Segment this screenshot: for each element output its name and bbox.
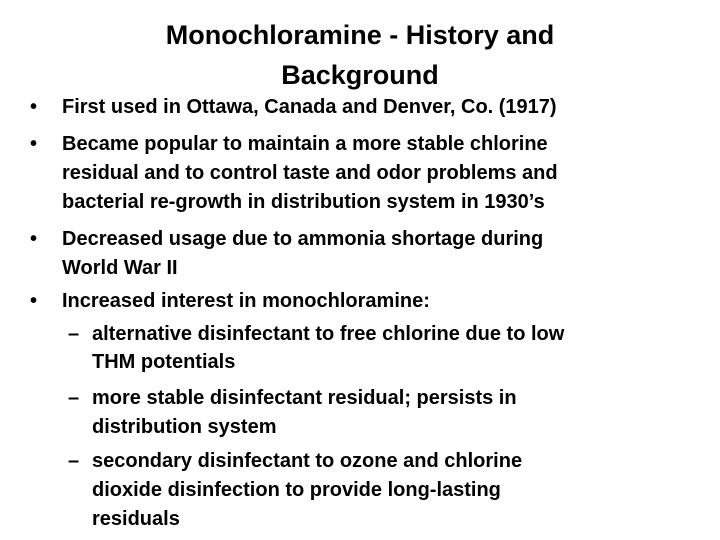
sub-bullet-marker: – [68,323,80,345]
sub-bullet-3-line-3: residuals [92,508,180,530]
sub-bullet-3-line-2: dioxide disinfection to provide long-lasting [92,479,501,501]
sub-bullet-1-line-2: THM potentials [92,351,236,373]
sub-bullet-marker: – [68,387,80,409]
bullet-marker: • [30,96,38,118]
bullet-1-line-1: First used in Ottawa, Canada and Denver, Co. (1917) [62,96,557,118]
bullet-2-line-3: bacterial re-growth in distribution system in 1930’s [62,191,545,213]
slide-title-line-1: Monochloramine - History and [165,20,555,50]
sub-bullet-marker: – [68,450,80,472]
bullet-marker: • [30,290,38,312]
bullet-4-line-1: Increased interest in monochloramine: [62,290,430,312]
sub-bullet-1-line-1: alternative disinfectant to free chlorine due to low [92,323,565,345]
sub-bullet-2-line-1: more stable disinfectant residual; persists in [92,387,517,409]
slide-title-line-2: Background [281,60,439,90]
sub-bullet-2-line-2: distribution system [92,416,277,438]
sub-bullet-3-line-1: secondary disinfectant to ozone and chlorine [92,450,523,472]
bullet-marker: • [30,228,38,250]
bullet-2-line-2: residual and to control taste and odor problems and [62,162,558,184]
bullet-3-line-2: World War II [62,257,178,279]
bullet-2-line-1: Became popular to maintain a more stable chlorine [62,133,548,155]
bullet-3-line-1: Decreased usage due to ammonia shortage during [62,228,544,250]
bullet-marker: • [30,133,38,155]
